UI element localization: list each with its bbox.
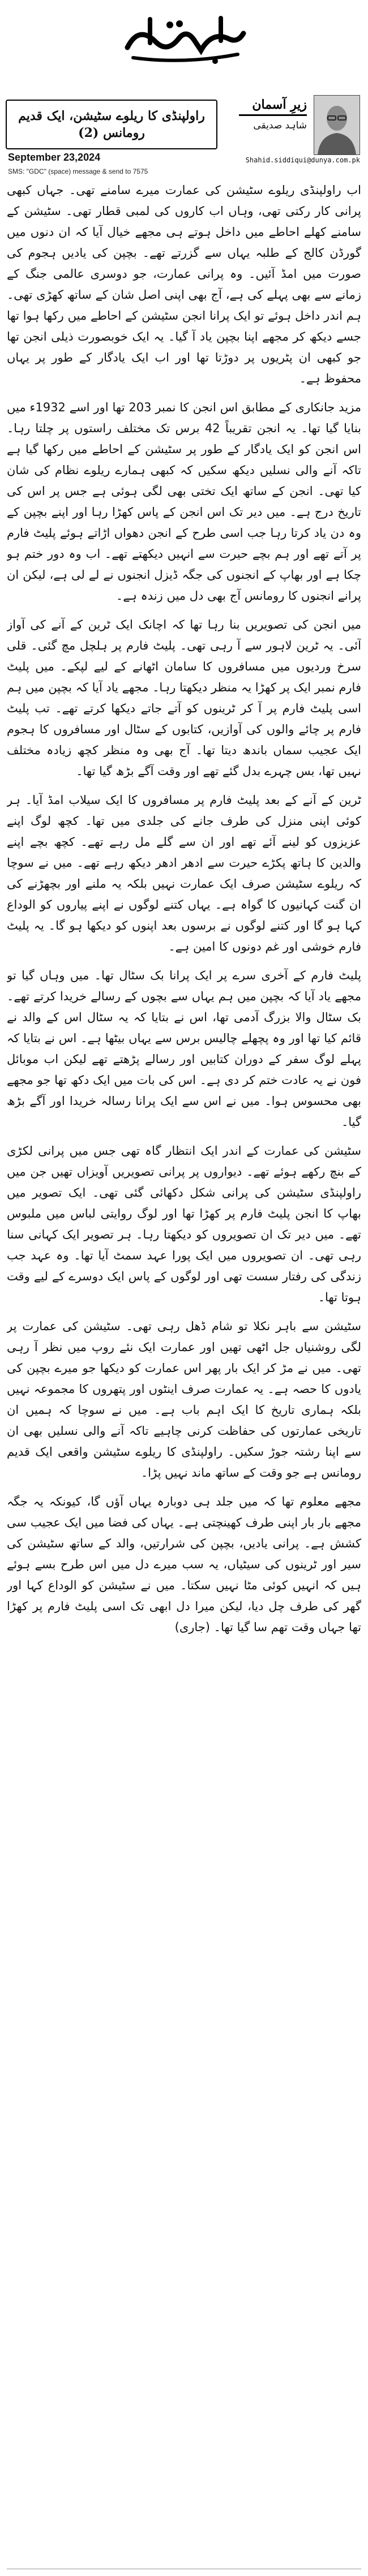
article-body bbox=[7, 180, 361, 2568]
column-divider bbox=[239, 114, 307, 116]
article-paragraph: پلیٹ فارم کے آخری سرے پر ایک پرانا بک سٹال تھا۔ میں وہاں گیا تو مجھے یاد آیا کہ بچپن میں ہم یہاں سے بچوں کے رسالے خریدا کرتے تھے۔ بک سٹال والا بزرگ آدمی تھا، اس نے بتایا کہ یہ سٹال اس کے والد نے قائم کیا تھا اور وہ پچھلے چالیس برس سے یہاں بیٹھا ہے۔ اس نے بتایا کہ پہلے لوگ سفر کے دوران کتابیں اور رسالے پڑھتے تھے لیکن اب موبائل فون نے یہ عادت ختم کر دی ہے۔ اس کی بات میں ایک دکھ تھا جو مجھے بھی محسوس ہوا۔ میں نے اس سے ایک پرانا رسالہ خریدا اور آگے بڑھ گیا۔ bbox=[7, 969, 361, 1129]
article-paragraph: میں انجن کی تصویریں بنا رہا تھا کہ اچانک ایک ٹرین کے آنے کی آواز آئی۔ یہ ٹرین لاہور سے آ رہی تھی۔ پلیٹ فارم پر ہلچل مچ گئی۔ قلی سرخ وردیوں میں مسافروں کا سامان اٹھانے کے لیے لپکے۔ میں پلیٹ فارم نمبر ایک پر کھڑا یہ منظر دیکھتا رہا۔ مجھے یاد آیا کہ بچپن میں ہم اسی پلیٹ فارم پر آ کر ٹرینوں کو آتے جاتے دیکھا کرتے تھے۔ تب پلیٹ فارم پر چائے والوں کی آوازیں، کتابوں کے سٹال اور مسافروں کا ہجوم ایک عجیب سماں باندھ دیتا تھا۔ آج بھی وہ منظر کچھ زیادہ مختلف نہیں تھا، بس چہرے بدل گئے تھے اور وقت آگے بڑھ گیا تھا۔ bbox=[7, 618, 361, 778]
sms-info: SMS: "GDC" (space) message & send to 7575 bbox=[8, 167, 148, 175]
article-paragraph: اب راولپنڈی ریلوے سٹیشن کی عمارت میرے سامنے تھی۔ جہاں کبھی پرانی کار رکتی تھی، وہاں اب کاروں کی لمبی قطار تھی۔ سٹیشن کے سامنے کھلے احاطے میں داخل ہوتے ہی مجھے خیال آیا کہ ان دنوں میں گورڈن کالج کے طلبہ یہاں سے گزرتے تھے۔ بچپن کی یادیں ہجوم کی صورت میں امڈ آئیں۔ وہ پرانی عمارت، جو دوسری عالمی جنگ کے زمانے سے بھی پہلے کی ہے، آج بھی اپنی اصل شان کے ساتھ کھڑی تھی۔ ہم اندر داخل ہوئے تو ایک پرانا انجن سٹیشن کے احاطے میں رکھا ہوا تھا جسے دیکھ کر مجھے اپنا بچپن یاد آ گیا۔ یہ ایک خوبصورت ذیلی انجن تھا جو کبھی ان پٹریوں پر دوڑتا تھا اور اب ایک یادگار کے طور پر یہاں محفوظ ہے۔ bbox=[7, 183, 361, 385]
author-block bbox=[239, 96, 307, 153]
author-email: Shahid.siddiqui@dunya.com.pk bbox=[245, 156, 360, 164]
article-paragraph: سٹیشن سے باہر نکلا تو شام ڈھل رہی تھی۔ سٹیشن کی عمارت پر لگی روشنیاں جل اٹھی تھیں اور عمارت ایک نئے روپ میں نظر آ رہی تھی۔ میں نے مڑ کر ایک بار پھر اس عمارت کو دیکھا جو میرے بچپن کی یادوں کا حصہ ہے۔ یہ عمارت صرف اینٹوں اور پتھروں کا مجموعہ نہیں بلکہ ہماری تاریخ کا ایک اہم باب ہے۔ میں نے سوچا کہ ہمیں ان تاریخی عمارتوں کی حفاظت کرنی چاہیے تاکہ آنے والی نسلیں بھی ان سے اپنا رشتہ جوڑ سکیں۔ راولپنڈی کا ریلوے سٹیشن واقعی ایک قدیم رومانس ہے جو وقت کے ساتھ ماند نہیں پڑا۔ bbox=[7, 1319, 361, 1480]
column-name: زیرِ آسمان bbox=[252, 97, 307, 112]
article-paragraph: ٹرین کے آنے کے بعد پلیٹ فارم پر مسافروں کا ایک سیلاب امڈ آیا۔ ہر کوئی اپنی منزل کی طرف جانے کی جلدی میں تھا۔ کچھ لوگ اپنے عزیزوں کو لینے آئے تھے اور ان سے گلے مل رہے تھے۔ کچھ بچے اپنے والدین کا ہاتھ پکڑے حیرت سے ادھر ادھر دیکھ رہے تھے۔ میں نے سوچا کہ ریلوے سٹیشن صرف ایک عمارت نہیں بلکہ یہ ملنے اور بچھڑنے کی ان گنت کہانیوں کا گواہ ہے۔ یہاں کتنے لوگوں نے اپنے پیاروں کو الوداع کہا ہو گا اور کتنے لوگوں نے برسوں بعد اپنوں کو دیکھا ہو گا۔ یہ پلیٹ فارم خوشی اور غم دونوں کا امین ہے۔ bbox=[7, 793, 361, 953]
article-paragraph: مجھے معلوم تھا کہ میں جلد ہی دوبارہ یہاں آؤں گا، کیونکہ یہ جگہ مجھے بار بار اپنی طرف کھینچتی ہے۔ یہاں کی فضا میں ایک عجیب سی کشش ہے۔ پرانی یادیں، بچپن کی شرارتیں، والد کے ساتھ سٹیشن کی سیر اور ٹرینوں کی سیٹیاں، یہ سب میرے دل میں اس طرح بسے ہوئے ہیں کہ انہیں کوئی مٹا نہیں سکتا۔ میں نے سٹیشن کو الوداع کہا اور گھر کی طرف چل دیا، لیکن میرا دل ابھی تک اسی پلیٹ فارم پر کھڑا تھا جہاں وقت تھم سا گیا تھا۔ (جاری) bbox=[7, 1495, 361, 1634]
article-paragraph: سٹیشن کی عمارت کے اندر ایک انتظار گاہ تھی جس میں پرانی لکڑی کے بنچ رکھے ہوئے تھے۔ دیواروں پر پرانی تصویریں آویزاں تھیں جن میں راولپنڈی سٹیشن کی پرانی شکل دکھائی گئی تھی۔ ایک تصویر میں بھاپ کا انجن پلیٹ فارم پر کھڑا تھا اور لوگ روایتی لباس میں ملبوس تھے۔ میں دیر تک ان تصویروں کو دیکھتا رہا۔ ہر تصویر ایک کہانی سنا رہی تھی۔ ان تصویروں میں ایک پورا عہد سمٹ آیا تھا۔ وہ عہد جب زندگی کی رفتار سست تھی اور لوگوں کے پاس ایک دوسرے کے لیے وقت ہوتا تھا۔ bbox=[7, 1144, 361, 1304]
author-photo bbox=[314, 95, 360, 155]
article-paragraph: مزید جانکاری کے مطابق اس انجن کا نمبر 203 تھا اور اسے 1932ء میں بنایا گیا تھا۔ یہ انجن تقریباً 42 برس تک مختلف راستوں پر چلتا رہا۔ اس انجن کو ایک یادگار کے طور پر سٹیشن کے احاطے میں رکھا گیا ہے تاکہ آنے والی نسلیں دیکھ سکیں کہ کبھی ہمارے ریلوے نظام کی شان کیا تھی۔ انجن کے ساتھ ایک تختی بھی لگی ہوئی ہے جس پر اس کی تاریخ درج ہے۔ میں دیر تک اس انجن کے پاس کھڑا رہا اور اپنے بچپن کے وہ دن یاد کرتا رہا جب اسی طرح کے انجن دھواں اڑاتے ہوئے پلیٹ فارم پر آتے تھے اور ہم بچے حیرت سے انہیں دیکھتے تھے۔ اب وہ دور ختم ہو چکا ہے اور بھاپ کے انجنوں کی جگہ ڈیزل انجنوں نے لے لی ہے، لیکن ان پرانے انجنوں کا رومانس آج بھی دل میں زندہ ہے۔ bbox=[7, 401, 361, 603]
newspaper-logo bbox=[116, 8, 252, 70]
author-name: شاہد صدیقی bbox=[253, 120, 307, 131]
headline: راولپنڈی کا ریلوے سٹیشن، ایک قدیم رومانس (2) bbox=[18, 109, 205, 140]
publish-date: September 23,2024 bbox=[8, 152, 101, 163]
headline-box bbox=[6, 100, 217, 149]
author-portrait-icon bbox=[314, 96, 360, 154]
masthead bbox=[0, 0, 368, 85]
logo-mark-icon bbox=[116, 8, 252, 70]
